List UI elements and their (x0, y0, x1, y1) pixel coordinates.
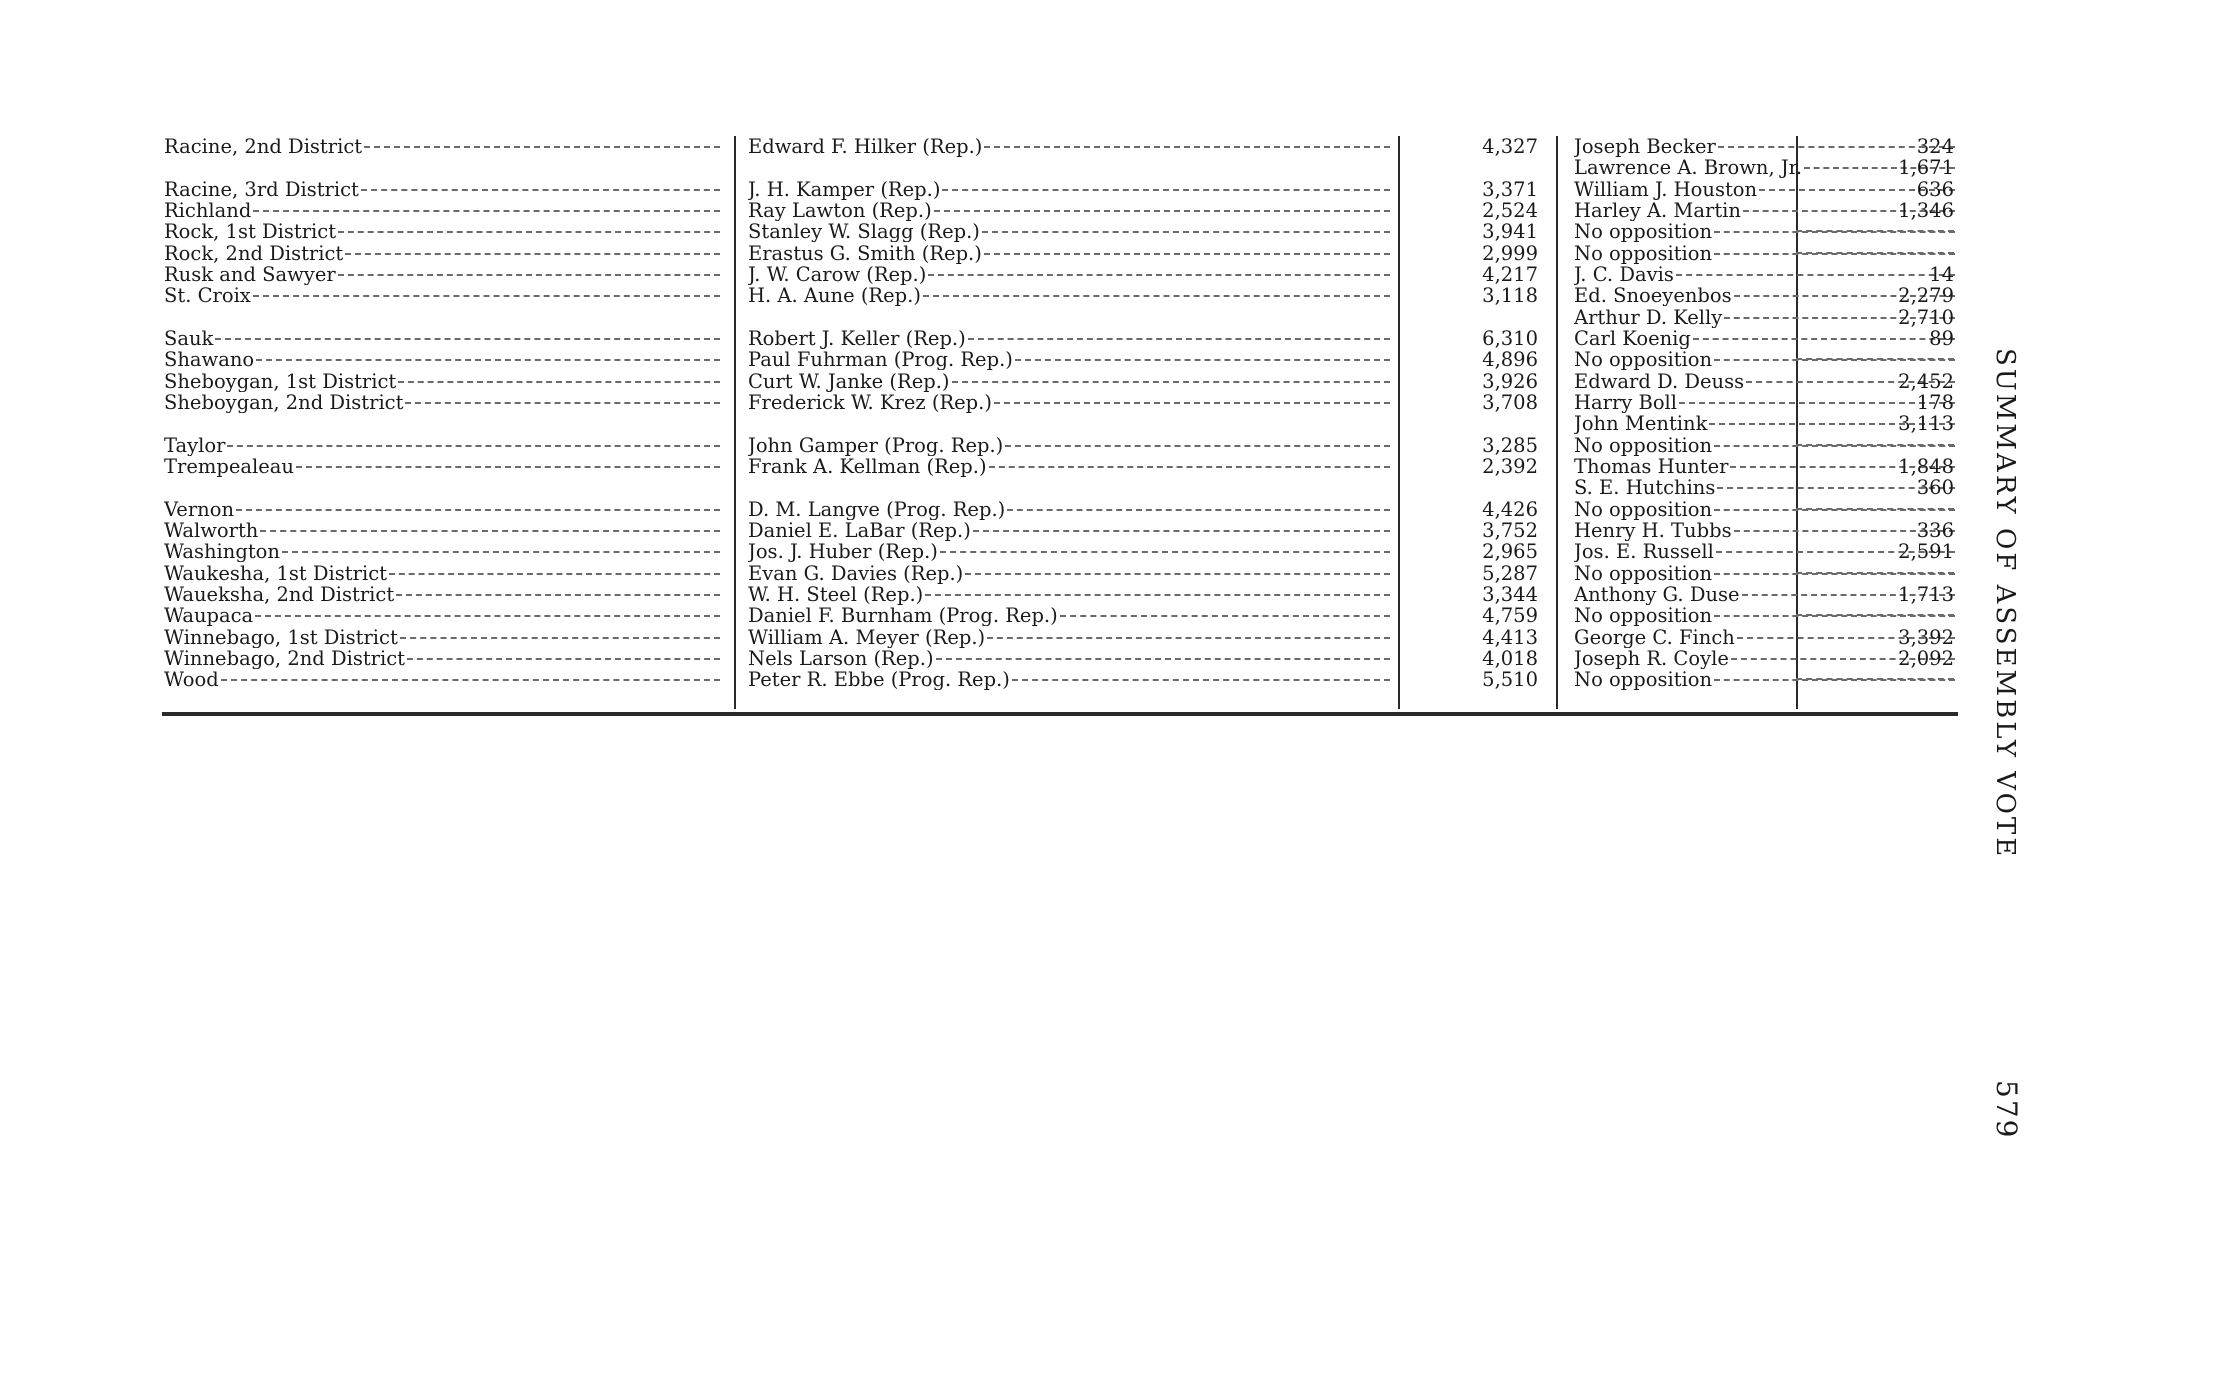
opponent-cell-text: No opposition (1574, 563, 1713, 584)
winner-votes-cell: 3,118 (1482, 285, 1538, 306)
winner-cell-text: W. H. Steel (Rep.) (748, 584, 924, 605)
winner-cell-text: John Gamper (Prog. Rep.) (748, 435, 1004, 456)
winner-cell (748, 136, 1394, 157)
winner-cell-text: Frank A. Kellman (Rep.) (748, 456, 987, 477)
dot-leader (934, 210, 1390, 212)
table-row (162, 371, 1958, 392)
dot-leader (987, 637, 1390, 639)
table-row (162, 605, 1958, 626)
winner-votes-cell: 4,413 (1482, 627, 1538, 648)
table-row (162, 477, 1958, 498)
winner-cell (748, 179, 1394, 200)
opponent-cell-text: William J. Houston (1574, 179, 1758, 200)
opponent-votes-cell: 1,713 (1898, 584, 1954, 605)
district-cell (164, 499, 724, 520)
dot-leader (405, 402, 720, 404)
dot-leader (260, 530, 720, 532)
district-cell-text: Taylor (164, 435, 226, 456)
district-cell-text: Walworth (164, 520, 259, 541)
no-votes-dash (1796, 221, 1954, 232)
opponent-cell-text: No opposition (1574, 499, 1713, 520)
winner-votes-cell: 3,285 (1482, 435, 1538, 456)
winner-cell-text: Daniel F. Burnham (Prog. Rep.) (748, 605, 1058, 626)
no-votes-dash (1796, 499, 1954, 510)
no-votes-dash (1796, 669, 1954, 680)
dot-leader (1007, 509, 1390, 511)
opponent-cell-text: Joseph R. Coyle (1574, 648, 1729, 669)
winner-cell-text: Robert J. Keller (Rep.) (748, 328, 966, 349)
dot-leader (965, 573, 1390, 575)
district-cell (164, 392, 724, 413)
table-row (162, 264, 1958, 285)
table-row (162, 413, 1958, 434)
winner-cell (748, 435, 1394, 456)
winner-cell-text: J. H. Kamper (Rep.) (748, 179, 941, 200)
district-cell-text: Racine, 3rd District (164, 179, 359, 200)
opponent-cell-text: No opposition (1574, 221, 1713, 242)
opponent-votes-cell: 2,452 (1898, 371, 1954, 392)
dot-leader (253, 210, 720, 212)
winner-cell-text: H. A. Aune (Rep.) (748, 285, 921, 306)
table-row (162, 179, 1958, 200)
table-row (162, 435, 1958, 456)
winner-votes-cell: 2,999 (1482, 243, 1538, 264)
opponent-votes-cell: 3,392 (1898, 627, 1954, 648)
district-cell (164, 285, 724, 306)
winner-cell (748, 264, 1394, 285)
no-votes-dash (1796, 605, 1954, 616)
winner-votes-cell: 3,941 (1482, 221, 1538, 242)
winner-cell (748, 328, 1394, 349)
opponent-cell-text: Joseph Becker (1574, 136, 1716, 157)
table-row (162, 669, 1958, 690)
dot-leader (396, 594, 720, 596)
winner-cell-text: Jos. J. Huber (Rep.) (748, 541, 938, 562)
opponent-cell-text: S. E. Hutchins (1574, 477, 1716, 498)
winner-votes-cell: 2,392 (1482, 456, 1538, 477)
district-cell-text: Winnebago, 1st District (164, 627, 398, 648)
winner-cell-text: J. W. Carow (Rep.) (748, 264, 927, 285)
table-row (162, 349, 1958, 370)
dot-leader (925, 594, 1390, 596)
winner-votes-cell: 3,371 (1482, 179, 1538, 200)
no-votes-dash (1796, 435, 1954, 446)
winner-cell (748, 669, 1394, 690)
opponent-cell-text: No opposition (1574, 349, 1713, 370)
dot-leader (984, 253, 1390, 255)
dot-leader (255, 615, 720, 617)
table-row (162, 307, 1958, 328)
district-cell-text: Richland (164, 200, 252, 221)
winner-votes-cell: 3,752 (1482, 520, 1538, 541)
opponent-cell-text: Lawrence A. Brown, Jr. (1574, 157, 1803, 178)
no-votes-dash (1796, 563, 1954, 574)
opponent-cell-text: J. C. Davis (1574, 264, 1674, 285)
winner-cell-text: Nels Larson (Rep.) (748, 648, 934, 669)
table-row (162, 200, 1958, 221)
winner-votes-cell: 4,018 (1482, 648, 1538, 669)
dot-leader (936, 658, 1390, 660)
winner-votes-cell: 5,287 (1482, 563, 1538, 584)
district-cell-text: Rusk and Sawyer (164, 264, 336, 285)
opponent-cell-text: Henry H. Tubbs (1574, 520, 1732, 541)
opponent-votes-cell: 2,591 (1898, 541, 1954, 562)
winner-votes-cell: 6,310 (1482, 328, 1538, 349)
dot-leader (942, 189, 1390, 191)
dot-leader (221, 679, 720, 681)
district-cell-text: Shawano (164, 349, 255, 370)
opponent-cell-text: Ed. Snoeyenbos (1574, 285, 1732, 306)
district-cell-text: Washington (164, 541, 280, 562)
no-votes-dash (1796, 349, 1954, 360)
dot-leader (215, 338, 720, 340)
opponent-votes-cell: 636 (1916, 179, 1954, 200)
winner-cell-text: Edward F. Hilker (Rep.) (748, 136, 983, 157)
dot-leader (1060, 615, 1390, 617)
district-cell-text: Racine, 2nd District (164, 136, 363, 157)
table-row (162, 563, 1958, 584)
winner-votes-cell: 4,327 (1482, 136, 1538, 157)
dot-leader (923, 295, 1390, 297)
winner-votes-cell: 4,426 (1482, 499, 1538, 520)
district-cell (164, 328, 724, 349)
winner-cell (748, 648, 1394, 669)
winner-cell-text: Stanley W. Slagg (Rep.) (748, 221, 980, 242)
bottom-rule (162, 712, 1958, 716)
winner-votes-cell: 4,896 (1482, 349, 1538, 370)
district-cell-text: Sauk (164, 328, 214, 349)
side-title: SUMMARY OF ASSEMBLY VOTE (1990, 348, 2020, 860)
dot-leader (940, 551, 1390, 553)
opponent-votes-cell: 3,113 (1898, 413, 1954, 434)
district-cell (164, 627, 724, 648)
winner-votes-cell: 4,759 (1482, 605, 1538, 626)
winner-cell-text: Peter R. Ebbe (Prog. Rep.) (748, 669, 1010, 690)
table-row (162, 456, 1958, 477)
table-row (162, 157, 1958, 178)
district-cell-text: Waueksha, 2nd District (164, 584, 395, 605)
opponent-votes-cell: 324 (1916, 136, 1954, 157)
winner-cell (748, 243, 1394, 264)
winner-cell (748, 605, 1394, 626)
district-cell-text: Waukesha, 1st District (164, 563, 387, 584)
winner-cell (748, 349, 1394, 370)
dot-leader (1005, 445, 1390, 447)
opponent-votes-cell: 2,279 (1898, 285, 1954, 306)
district-cell (164, 456, 724, 477)
dot-leader (338, 231, 720, 233)
dot-leader (253, 295, 720, 297)
district-cell-text: Sheboygan, 1st District (164, 371, 397, 392)
winner-cell (748, 456, 1394, 477)
dot-leader (989, 466, 1390, 468)
table-row (162, 221, 1958, 242)
district-cell-text: Sheboygan, 2nd District (164, 392, 404, 413)
winner-votes-cell: 3,708 (1482, 392, 1538, 413)
district-cell-text: Rock, 2nd District (164, 243, 344, 264)
dot-leader (952, 381, 1390, 383)
table-row (162, 136, 1958, 157)
district-cell (164, 243, 724, 264)
opponent-cell-text: No opposition (1574, 605, 1713, 626)
opponent-cell-text: Carl Koenig (1574, 328, 1691, 349)
district-cell (164, 520, 724, 541)
district-cell (164, 605, 724, 626)
winner-cell (748, 285, 1394, 306)
assembly-vote-table (162, 136, 1958, 716)
table-row (162, 285, 1958, 306)
winner-cell-text: Curt W. Janke (Rep.) (748, 371, 950, 392)
winner-cell (748, 584, 1394, 605)
table-row (162, 541, 1958, 562)
page-number: 579 (1990, 1080, 2023, 1140)
table-row (162, 392, 1958, 413)
opponent-votes-cell: 14 (1929, 264, 1954, 285)
dot-leader (256, 359, 720, 361)
dot-leader (364, 146, 720, 148)
dot-leader (345, 253, 720, 255)
winner-cell (748, 371, 1394, 392)
opponent-cell-text: Harry Boll (1574, 392, 1678, 413)
district-cell (164, 264, 724, 285)
district-cell-text: Trempealeau (164, 456, 294, 477)
winner-cell-text: Frederick W. Krez (Rep.) (748, 392, 992, 413)
winner-cell-text: Evan G. Davies (Rep.) (748, 563, 964, 584)
winner-cell-text: William A. Meyer (Rep.) (748, 627, 986, 648)
district-cell (164, 669, 724, 690)
table-row (162, 499, 1958, 520)
table-row (162, 520, 1958, 541)
district-cell (164, 136, 724, 157)
opponent-votes-cell: 336 (1916, 520, 1954, 541)
district-cell-text: Vernon (164, 499, 235, 520)
opponent-votes-cell: 2,092 (1898, 648, 1954, 669)
opponent-votes-cell: 1,346 (1898, 200, 1954, 221)
winner-votes-cell: 2,965 (1482, 541, 1538, 562)
dot-leader (994, 402, 1390, 404)
winner-cell-text: Erastus G. Smith (Rep.) (748, 243, 982, 264)
dot-leader (398, 381, 720, 383)
table-row (162, 648, 1958, 669)
opponent-cell-text: Jos. E. Russell (1574, 541, 1714, 562)
opponent-cell-text: George C. Finch (1574, 627, 1735, 648)
opponent-cell-text: No opposition (1574, 243, 1713, 264)
winner-cell (748, 520, 1394, 541)
winner-cell-text: Paul Fuhrman (Prog. Rep.) (748, 349, 1013, 370)
winner-votes-cell: 3,926 (1482, 371, 1538, 392)
dot-leader (973, 530, 1390, 532)
opponent-votes-cell: 360 (1916, 477, 1954, 498)
winner-cell (748, 563, 1394, 584)
dot-leader (282, 551, 720, 553)
winner-votes-cell: 2,524 (1482, 200, 1538, 221)
district-cell-text: Wood (164, 669, 219, 690)
dot-leader (361, 189, 720, 191)
opponent-cell-text: Harley A. Martin (1574, 200, 1741, 221)
district-cell (164, 221, 724, 242)
dot-leader (400, 637, 720, 639)
dot-leader (227, 445, 720, 447)
opponent-cell-text: Edward D. Deuss (1574, 371, 1745, 392)
no-votes-dash (1796, 243, 1954, 254)
dot-leader (389, 573, 720, 575)
district-cell (164, 200, 724, 221)
winner-votes-cell: 5,510 (1482, 669, 1538, 690)
winner-cell (748, 392, 1394, 413)
winner-cell-text: Daniel E. LaBar (Rep.) (748, 520, 971, 541)
winner-cell-text: D. M. Langve (Prog. Rep.) (748, 499, 1006, 520)
winner-cell (748, 499, 1394, 520)
opponent-cell-text: No opposition (1574, 435, 1713, 456)
dot-leader (984, 146, 1390, 148)
opponent-cell-text: Arthur D. Kelly (1574, 307, 1723, 328)
district-cell (164, 349, 724, 370)
district-cell-text: Rock, 1st District (164, 221, 337, 242)
district-cell (164, 584, 724, 605)
opponent-cell-text: John Mentink (1574, 413, 1708, 434)
winner-cell (748, 200, 1394, 221)
winner-cell (748, 541, 1394, 562)
opponent-votes-cell: 2,710 (1898, 307, 1954, 328)
dot-leader (982, 231, 1390, 233)
dot-leader (1012, 679, 1390, 681)
district-cell (164, 179, 724, 200)
dot-leader (928, 274, 1390, 276)
dot-leader (407, 658, 720, 660)
district-cell (164, 371, 724, 392)
opponent-cell-text: Anthony G. Duse (1574, 584, 1740, 605)
opponent-cell-text: Thomas Hunter (1574, 456, 1729, 477)
opponent-votes-cell: 89 (1929, 328, 1954, 349)
table-row (162, 328, 1958, 349)
table-row (162, 243, 1958, 264)
district-cell (164, 435, 724, 456)
district-cell (164, 648, 724, 669)
district-cell-text: St. Croix (164, 285, 251, 306)
winner-votes-cell: 4,217 (1482, 264, 1538, 285)
opponent-votes-cell: 1,671 (1898, 157, 1954, 178)
district-cell-text: Waupaca (164, 605, 254, 626)
opponent-votes-cell: 178 (1916, 392, 1954, 413)
dot-leader (1015, 359, 1390, 361)
opponent-votes-cell: 1,848 (1898, 456, 1954, 477)
table-row (162, 627, 1958, 648)
district-cell-text: Winnebago, 2nd District (164, 648, 405, 669)
opponent-cell-text: No opposition (1574, 669, 1713, 690)
district-cell (164, 541, 724, 562)
dot-leader (296, 466, 720, 468)
winner-cell (748, 221, 1394, 242)
table-row (162, 584, 1958, 605)
winner-cell (748, 627, 1394, 648)
dot-leader (236, 509, 720, 511)
winner-cell-text: Ray Lawton (Rep.) (748, 200, 932, 221)
winner-votes-cell: 3,344 (1482, 584, 1538, 605)
district-cell (164, 563, 724, 584)
dot-leader (968, 338, 1390, 340)
dot-leader (338, 274, 720, 276)
